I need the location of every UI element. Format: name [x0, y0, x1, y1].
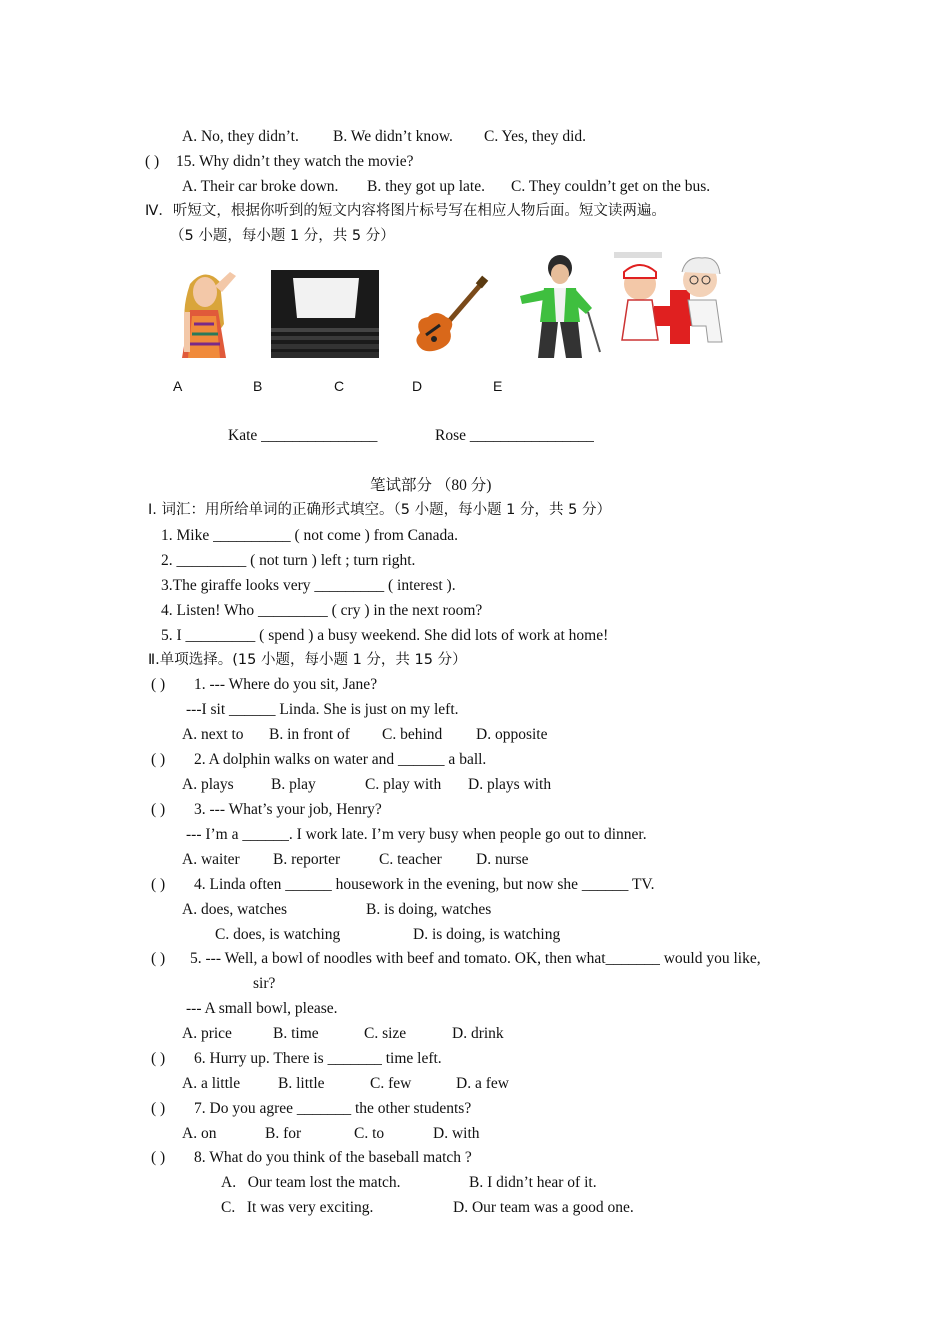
mc-q1-option-b: B. in front of — [269, 726, 350, 743]
mc-q7-stem: 7. Do you agree _______ the other students? — [194, 1100, 472, 1117]
cinema-screen-icon — [271, 270, 379, 358]
singer-icon — [512, 252, 602, 358]
mc-q4-option-c: C. does, is watching — [215, 926, 341, 943]
mc-q4-option-d: D. is doing, is watching — [413, 926, 561, 943]
picture-label-b: B — [253, 378, 263, 394]
mc-q6-stem: 6. Hurry up. There is _______ time left. — [194, 1050, 442, 1067]
mc-q2-option-d: D. plays with — [468, 776, 552, 793]
mc-q5-option-a: A. price — [182, 1025, 232, 1042]
mc-q3-stem: 3. --- What’s your job, Henry? — [194, 801, 382, 818]
mc-q2-option-a: A. plays — [182, 776, 234, 793]
mc-q7-option-d: D. with — [433, 1125, 480, 1142]
mc-q5-stem: 5. --- Well, a bowl of noodles with beef and tomato. OK, then what_______ would you like, — [190, 950, 761, 967]
q14-option-a: A. No, they didn’t. — [182, 128, 299, 145]
q14-option-b: B. We didn’t know. — [333, 128, 453, 145]
mc-q1-stem: 1. --- Where do you sit, Jane? — [194, 676, 378, 693]
mc-q2-option-c: C. play with — [365, 776, 442, 793]
vocab-item-1: 1. Mike __________ ( not come ) from Canada. — [161, 527, 459, 544]
vocab-item-3: 3.The giraffe looks very _________ ( interest ). — [161, 577, 456, 594]
vocab-item-2: 2. _________ ( not turn ) left ; turn right. — [161, 552, 416, 569]
mc-q5-bracket: ( ) — [151, 950, 166, 967]
picture-label-d: D — [412, 378, 423, 394]
mc-q3-line2: --- I’m a ______. I work late. I’m very busy when people go out to dinner. — [186, 826, 647, 843]
mc-q7-option-b: B. for — [265, 1125, 302, 1142]
q15-bracket: ( ) — [145, 153, 160, 170]
mc-q3-option-b: B. reporter — [273, 851, 341, 868]
mc-q7-bracket: ( ) — [151, 1100, 166, 1117]
section4-title: Ⅳ．听短文，根据你听到的短文内容将图片标号写在相应人物后面。短文读两遍。 — [145, 203, 666, 219]
mc-q1-option-a: A. next to — [182, 726, 244, 743]
vocab-item-4: 4. Listen! Who _________ ( cry ) in the next room? — [161, 602, 483, 619]
section2-title: Ⅱ.单项选择。(15 小题，每小题 1 分，共 15 分） — [148, 652, 467, 668]
q15-option-b: B. they got up late. — [367, 178, 485, 195]
q14-option-c: C. Yes, they did. — [484, 128, 587, 145]
picture-label-c: C — [334, 378, 345, 394]
kate-answer-line: Kate _______________ — [228, 427, 378, 444]
mc-q1-option-c: C. behind — [382, 726, 443, 743]
mc-q5-stem-cont: sir? — [253, 975, 276, 992]
picture-label-e: E — [493, 378, 503, 394]
mc-q8-stem: 8. What do you think of the baseball match ? — [194, 1149, 472, 1166]
girl-pointing-icon — [160, 264, 256, 358]
mc-q2-option-b: B. play — [271, 776, 316, 793]
q15-stem: 15. Why didn’t they watch the movie? — [176, 153, 414, 170]
mc-q1-option-d: D. opposite — [476, 726, 548, 743]
mc-q6-bracket: ( ) — [151, 1050, 166, 1067]
mc-q6-option-c: C. few — [370, 1075, 412, 1092]
mc-q8-option-a: A. Our team lost the match. — [221, 1174, 401, 1191]
written-part-heading: 笔试部分 （80 分) — [370, 477, 492, 494]
mc-q5-option-c: C. size — [364, 1025, 407, 1042]
mc-q6-option-b: B. little — [278, 1075, 325, 1092]
mc-q4-option-a: A. does, watches — [182, 901, 288, 918]
mc-q5-option-b: B. time — [273, 1025, 319, 1042]
vocab-item-5: 5. I _________ ( spend ) a busy weekend. She did lots of work at home! — [161, 627, 609, 644]
q15-option-a: A. Their car broke down. — [182, 178, 339, 195]
section1-title: Ⅰ. 词汇：用所给单词的正确形式填空。（5 小题，每小题 1 分，共 5 分） — [148, 502, 611, 518]
q15-option-c: C. They couldn’t get on the bus. — [511, 178, 711, 195]
mc-q3-option-d: D. nurse — [476, 851, 529, 868]
mc-q7-option-a: A. on — [182, 1125, 217, 1142]
mc-q3-bracket: ( ) — [151, 801, 166, 818]
mc-q1-line2: ---I sit ______ Linda. She is just on my left. — [186, 701, 459, 718]
mc-q4-option-b: B. is doing, watches — [366, 901, 492, 918]
mc-q8-option-b: B. I didn’t hear of it. — [469, 1174, 597, 1191]
mc-q2-bracket: ( ) — [151, 751, 166, 768]
mc-q8-option-d: D. Our team was a good one. — [453, 1199, 634, 1216]
mc-q1-bracket: ( ) — [151, 676, 166, 693]
mc-q2-stem: 2. A dolphin walks on water and ______ a ball. — [194, 751, 487, 768]
section4-note: （5 小题，每小题 1 分，共 5 分） — [170, 228, 395, 244]
mc-q8-bracket: ( ) — [151, 1149, 166, 1166]
mc-q3-option-a: A. waiter — [182, 851, 240, 868]
mc-q5-line2: --- A small bowl, please. — [186, 1000, 338, 1017]
picture-label-a: A — [173, 378, 183, 394]
mc-q8-option-c: C. It was very exciting. — [221, 1199, 374, 1216]
mc-q4-bracket: ( ) — [151, 876, 166, 893]
nurse-doctor-icon — [612, 250, 732, 350]
mc-q3-option-c: C. teacher — [379, 851, 442, 868]
rose-answer-line: Rose ________________ — [435, 427, 594, 444]
electric-guitar-icon — [410, 275, 490, 357]
mc-q6-option-d: D. a few — [456, 1075, 509, 1092]
mc-q6-option-a: A. a little — [182, 1075, 241, 1092]
mc-q7-option-c: C. to — [354, 1125, 385, 1142]
mc-q4-stem: 4. Linda often ______ housework in the evening, but now she ______ TV. — [194, 876, 655, 893]
mc-q5-option-d: D. drink — [452, 1025, 504, 1042]
